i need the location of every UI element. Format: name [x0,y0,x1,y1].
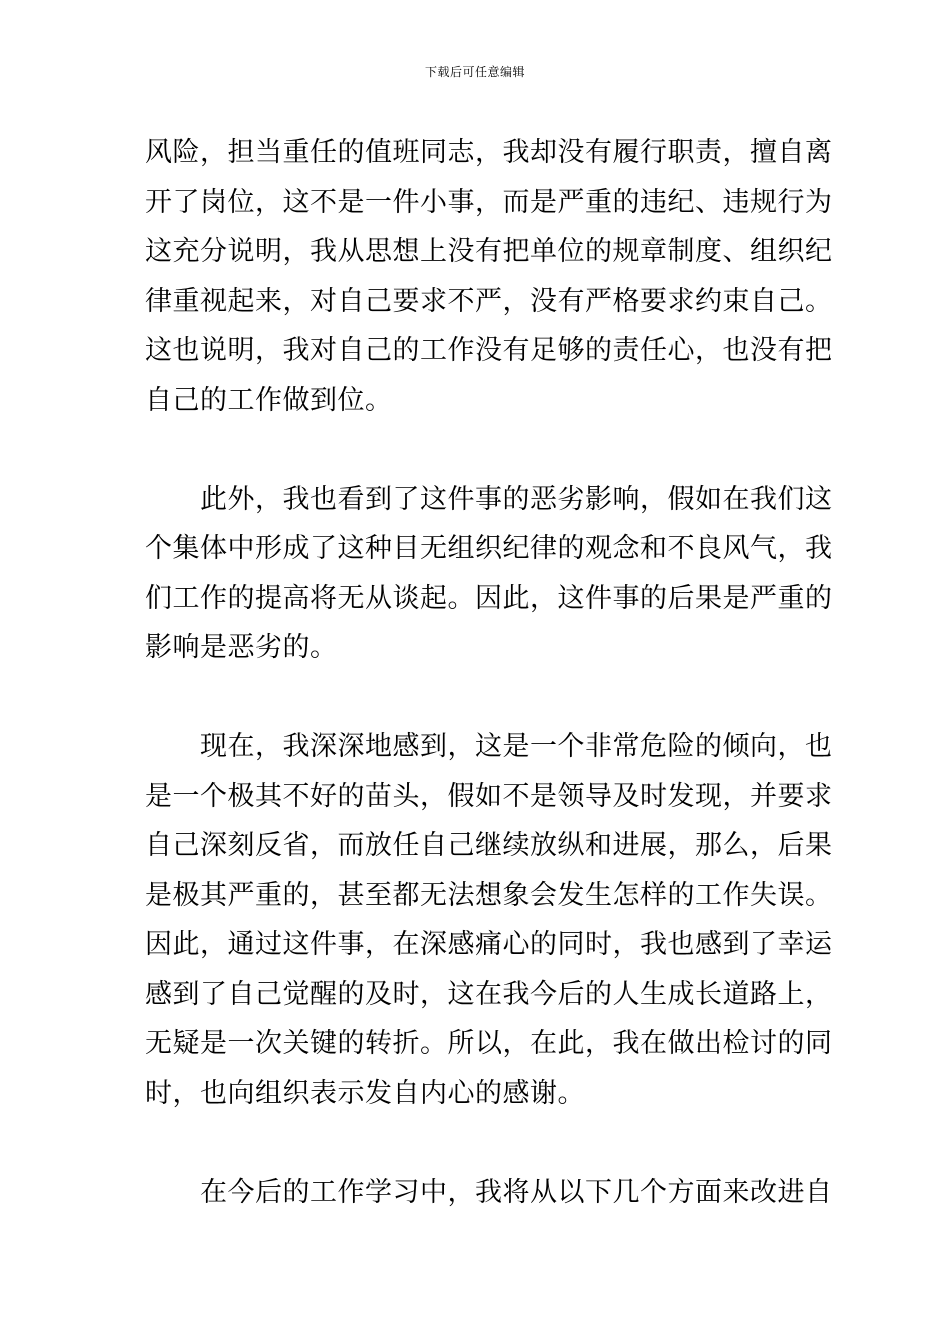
text-line: 自己深刻反省，而放任自己继续放纵和进展，那么，后果 [145,830,833,861]
text-line: 是极其严重的，甚至都无法想象会发生怎样的工作失误。 [145,879,833,911]
text-line: 此外，我也看到了这件事的恶劣影响，假如在我们这 [145,483,833,515]
paragraph-spacer [145,1118,810,1168]
paragraph [145,475,833,673]
paragraph [145,1168,833,1218]
text-line: 律重视起来，对自己要求不严，没有严格要求约束自己。 [145,285,833,317]
paragraph [145,722,833,1118]
text-line: 因此，通过这件事，在深感痛心的同时，我也感到了幸运 [145,929,833,960]
text-line: 感到了自己觉醒的及时，这在我今后的人生成长道路上， [145,978,833,1010]
text-line: 们工作的提高将无从谈起。因此，这件事的后果是严重的 [145,582,833,614]
paragraph-spacer [145,673,810,723]
text-line: 这充分说明，我从思想上没有把单位的规章制度、组织纪 [145,236,833,267]
text-line: 个集体中形成了这种目无组织纪律的观念和不良风气，我 [145,533,833,564]
document-body [145,128,833,1217]
text-line: 自己的工作做到位。 [145,384,393,416]
text-line: 现在，我深深地感到，这是一个非常危险的倾向，也 [145,731,833,762]
text-line: 影响是恶劣的。 [145,632,338,663]
paragraph [145,128,833,425]
text-line: 风险，担当重任的值班同志，我却没有履行职责，擅自离 [145,137,833,168]
text-line: 时，也向组织表示发自内心的感谢。 [145,1077,585,1109]
text-line: 无疑是一次关键的转折。所以，在此，我在做出检讨的同 [145,1028,833,1059]
paragraph-spacer [145,425,810,475]
text-line: 这也说明，我对自己的工作没有足够的责任心，也没有把 [145,335,833,366]
text-line: 是一个极其不好的苗头，假如不是领导及时发现，并要求 [145,780,833,812]
text-line: 在今后的工作学习中，我将从以下几个方面来改进自 [145,1176,833,1208]
text-line: 开了岗位，这不是一件小事，而是严重的违纪、违规行为 [145,186,833,218]
page-header: 下载后可任意编辑 [424,65,525,79]
